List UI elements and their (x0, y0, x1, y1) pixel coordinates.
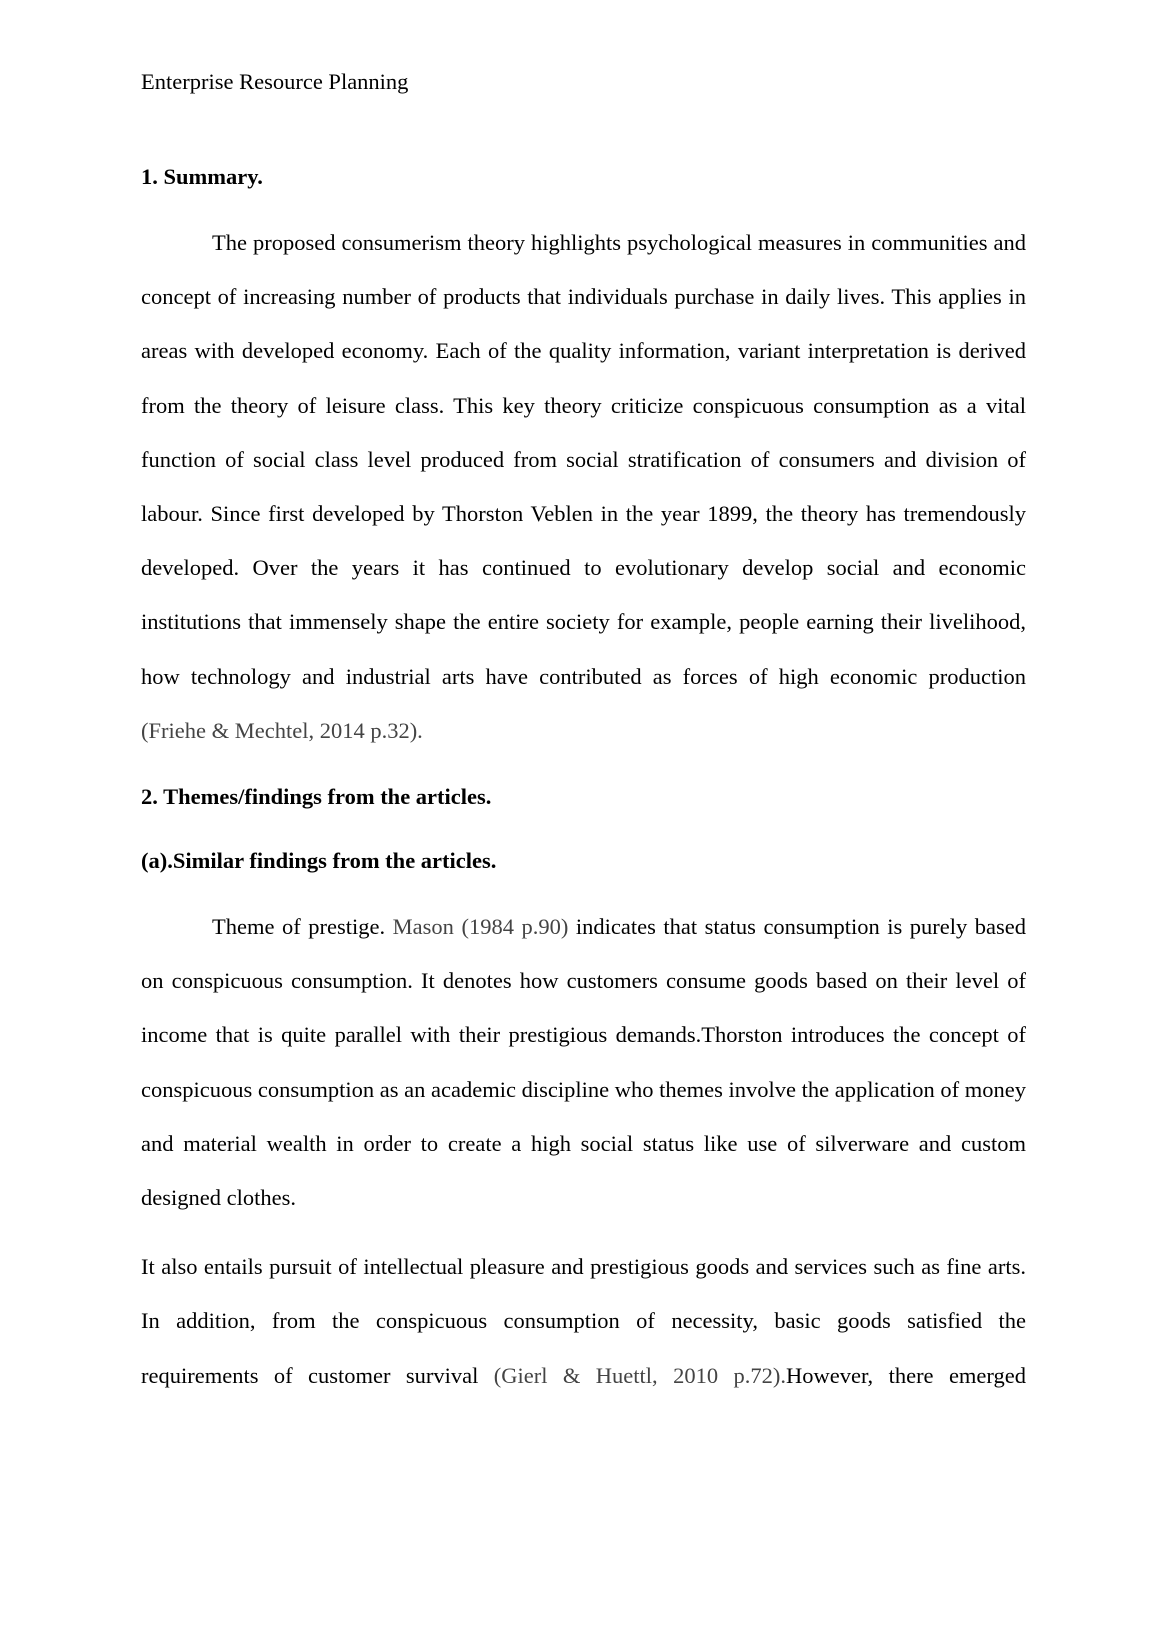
document-body (141, 162, 1026, 1403)
pursuit-text: It also entails pursuit of intellectual pleasure and prestigious goods and services such as fine arts. In addition, from the conspicuous consumption of necessity, basic goods satisfied the requirements of customer survival (141, 1254, 1026, 1388)
themes-heading: 2. Themes/findings from the articles. (141, 784, 492, 810)
running-header: Enterprise Resource Planning (141, 69, 409, 94)
prestige-paragraph (141, 900, 1026, 1225)
pursuit-tail: However, there emerged (785, 1362, 1026, 1388)
prestige-citation: Mason (1984 p.90) (392, 914, 569, 940)
summary-citation: (Friehe & Mechtel, 2014 p.32). (141, 717, 423, 743)
summary-text: The proposed consumerism theory highlights psychological measures in communities and concept of increasing number of products that individuals purchase in daily lives. This applies in areas with developed economy. Each of the quality information, variant interpretation is derived from the theory of leisure class. This key theory criticize conspicuous consumption as a vital function of social class level produced from social stratification of consumers and division of labour. Since first developed by Thorston Veblen in the year 1899, the theory has tremendously developed. Over the years it has continued to evolutionary develop social and economic institutions that immensely shape the entire society for example, people earning their livelihood, how technology and industrial arts have contributed as forces of high economic production (141, 230, 1026, 689)
pursuit-paragraph (141, 1240, 1026, 1403)
prestige-text: indicates that status consumption is purely based on conspicuous consumption. It denotes how customers consume goods based on their level of income that is quite parallel with their prestigious demands.Thorston introduces the concept of conspicuous consumption as an academic discipline who themes involve the application of money and material wealth in order to create a high social status like use of silverware and custom designed clothes. (141, 914, 1027, 1211)
prestige-lead: Theme of prestige. (212, 914, 393, 940)
similar-findings-heading: (a).Similar findings from the articles. (141, 848, 497, 874)
pursuit-citation: (Gierl & Huettl, 2010 p.72). (493, 1362, 786, 1388)
summary-heading: 1. Summary. (141, 164, 263, 189)
summary-paragraph (141, 216, 1026, 758)
